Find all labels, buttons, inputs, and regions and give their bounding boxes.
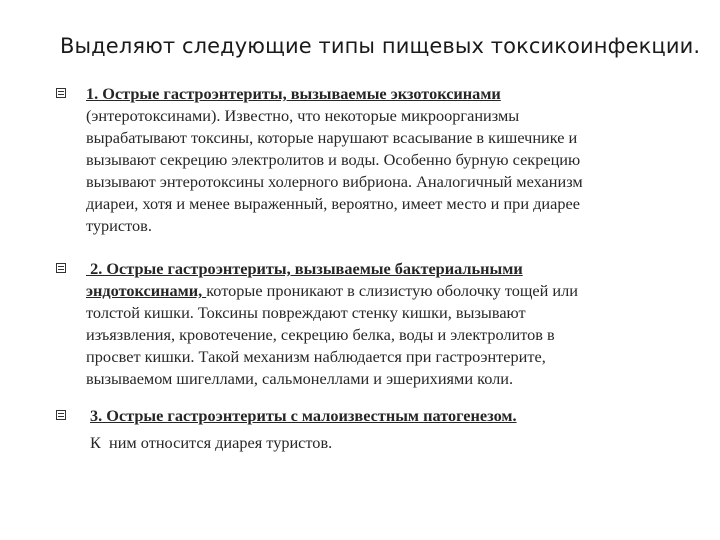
bullet-icon xyxy=(56,410,66,420)
item-2-line: просвет кишки. Такой механизм наблюдается при гастроэнтерите, xyxy=(86,347,546,366)
item-2-line: толстой кишки. Токсины повреждают стенку кишки, вызывают xyxy=(86,303,526,322)
item-1-line: вызывают секрецию электролитов и воды. Особенно бурную секрецию xyxy=(86,150,581,169)
item-3-line: К ним относится диарея туристов. xyxy=(90,433,333,452)
item-2-line: изъязвления, кровотечение, секрецию белка, воды и электролитов в xyxy=(86,325,555,344)
item-2-line: вызываемом шигеллами, сальмонеллами и эшерихиями коли. xyxy=(86,369,514,388)
item-1-line: диареи, хотя и менее выраженный, вероятно, имеет место и при диарее xyxy=(86,194,580,213)
item-1-line: (энтеротоксинами). Известно, что некоторые микроорганизмы xyxy=(86,106,520,125)
item-1-line: вызывают энтеротоксины холерного вибриона. Аналогичный механизм xyxy=(86,172,583,191)
bullet-icon xyxy=(56,88,66,98)
item-1-line: туристов. xyxy=(86,216,152,235)
item-2-heading: 2. Острые гастроэнтериты, вызываемые бактериальными xyxy=(86,259,523,278)
item-2-heading-line2 xyxy=(86,280,578,302)
item-3-heading: 3. Острые гастроэнтериты с малоизвестным патогенезом. xyxy=(90,406,517,425)
slide-title: Выделяют следующие типы пищевых токсикоинфекции. xyxy=(60,34,701,58)
item-2-heading-continuation: эндотоксинами, xyxy=(86,281,207,300)
item-1-heading: 1. Острые гастроэнтериты, вызываемые экзотоксинами xyxy=(86,84,501,103)
item-1-line: вырабатывают токсины, которые нарушают всасывание в кишечнике и xyxy=(86,128,578,147)
bullet-icon xyxy=(56,263,66,273)
item-2-text-start: которые проникают в слизистую оболочку тощей или xyxy=(206,281,578,300)
